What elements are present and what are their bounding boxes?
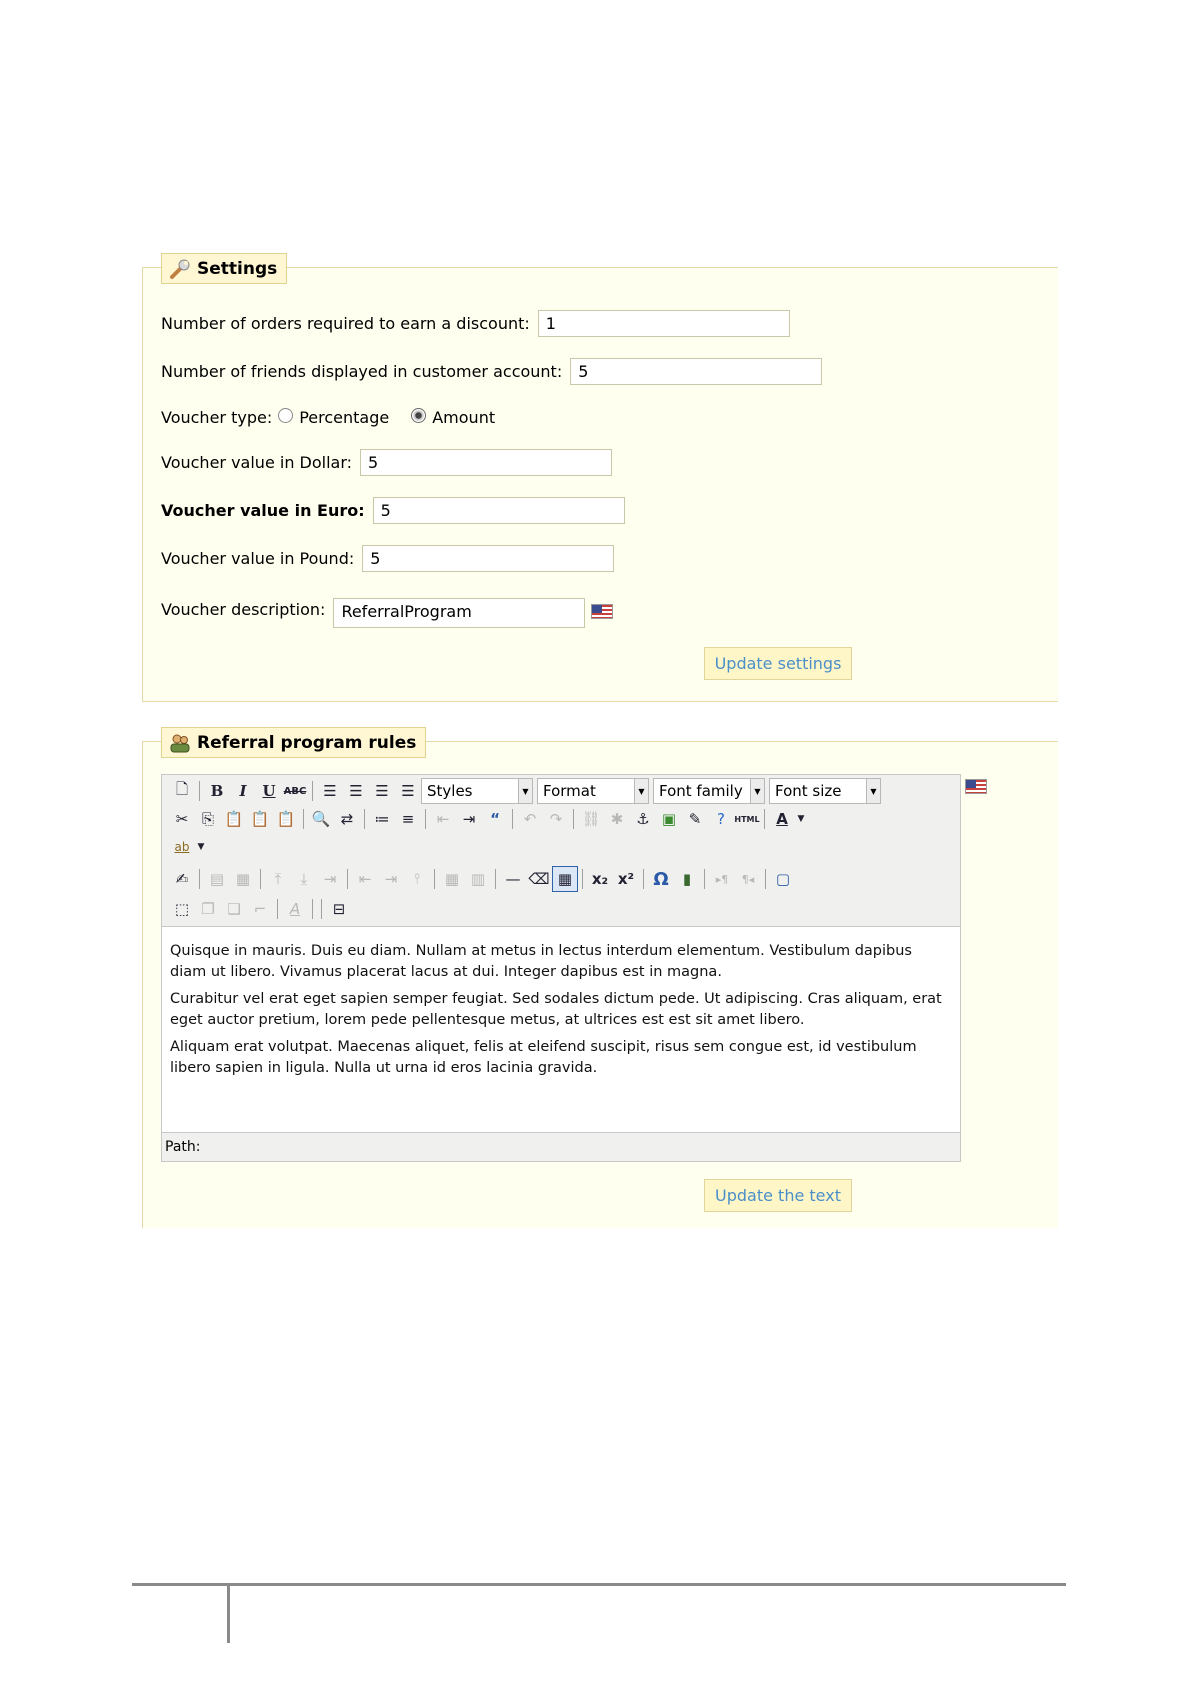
row-before-icon[interactable]: ⤒ — [274, 870, 282, 888]
voucher-type-row — [161, 408, 495, 427]
rules-legend — [161, 727, 426, 758]
us-flag-icon[interactable] — [591, 604, 613, 619]
update-settings-button[interactable]: Update settings — [704, 647, 852, 680]
font-family-select[interactable]: Font family ▼ — [653, 778, 765, 804]
friends-row — [161, 358, 822, 385]
link-icon[interactable]: ⛓ — [581, 810, 601, 828]
text-color-icon[interactable]: A — [776, 810, 788, 828]
edit-css-icon[interactable]: ✍ — [175, 870, 189, 888]
blockquote-icon[interactable]: “ — [490, 810, 500, 828]
numbered-list-icon[interactable]: ≡ — [401, 810, 415, 828]
italic-icon[interactable]: I — [239, 782, 247, 800]
highlight-color-icon[interactable]: ab — [174, 840, 190, 854]
undo-icon[interactable]: ↶ — [523, 810, 537, 828]
outdent-icon[interactable]: ⇤ — [436, 810, 450, 828]
row-after-icon[interactable]: ⤓ — [300, 870, 308, 888]
delete-row-icon[interactable]: ⇥ — [323, 870, 337, 888]
indent-icon[interactable]: ⇥ — [462, 810, 476, 828]
euro-row — [161, 497, 625, 524]
table-props-icon[interactable]: ▤ — [209, 870, 225, 888]
friends-input[interactable]: 5 — [570, 358, 822, 385]
paste-icon[interactable]: 📋 — [224, 810, 244, 828]
rules-panel — [142, 732, 1058, 1228]
editor-toolbar — [162, 775, 960, 927]
find-icon[interactable]: 🔍 — [311, 810, 331, 828]
pound-row — [161, 545, 614, 572]
delete-col-icon[interactable]: ⫯ — [413, 870, 421, 888]
subscript-icon[interactable]: x₂ — [591, 870, 609, 888]
paragraph: Curabitur vel erat eget sapien semper feugiat. Sed sodales dictum pede. Ut adipiscing. Cras aliquam, erat eget auctor pretium, lorem pede pellentesque metus, at ultrices est est sit amet libero. — [170, 991, 942, 1028]
percentage-label[interactable]: Percentage — [299, 408, 390, 427]
cut-icon[interactable]: ✂ — [175, 810, 189, 828]
euro-input[interactable]: 5 — [373, 497, 625, 524]
orders-row — [161, 310, 790, 337]
paste-text-icon[interactable]: 📋 — [250, 810, 270, 828]
paste-word-icon[interactable]: 📋 — [276, 810, 296, 828]
chevron-down-icon: ▼ — [634, 779, 648, 803]
align-justify-icon[interactable]: ☰ — [401, 782, 415, 800]
chevron-down-icon[interactable]: ▼ — [797, 814, 805, 824]
strikethrough-icon[interactable]: ABC — [283, 785, 307, 797]
special-char-icon[interactable]: Ω — [653, 868, 669, 890]
cell-props-icon[interactable]: ▦ — [235, 870, 251, 888]
unlink-icon[interactable]: ✱ — [610, 810, 624, 828]
euro-label: Voucher value in Euro: — [161, 501, 365, 520]
orders-label: Number of orders required to earn a discount: — [161, 314, 530, 333]
insert-layer-icon[interactable]: ⬚ — [174, 900, 190, 918]
paragraph: Aliquam erat volutpat. Maecenas aliquet, felis at eleifend suscipit, risus sem congue est, id vestibulum libero sapien in ligula. Nulla ut urna id eros lacinia gravida. — [170, 1039, 917, 1076]
bold-icon[interactable]: B — [210, 782, 224, 800]
chevron-down-icon: ▼ — [518, 779, 532, 803]
image-icon[interactable]: ▣ — [661, 810, 677, 828]
align-center-icon[interactable]: ☰ — [349, 782, 363, 800]
voucher-type-label: Voucher type: — [161, 408, 273, 427]
absolute-icon[interactable]: ⌐ — [253, 900, 267, 918]
styles-select[interactable]: Styles ▼ — [421, 778, 533, 804]
split-cells-icon[interactable]: ▦ — [444, 870, 460, 888]
amount-radio[interactable] — [411, 408, 426, 423]
align-right-icon[interactable]: ☰ — [375, 782, 389, 800]
copy-icon[interactable]: ⎘ — [201, 810, 214, 828]
editor-path-bar — [162, 1132, 960, 1161]
dollar-label: Voucher value in Dollar: — [161, 453, 353, 472]
move-forward-icon[interactable]: ❐ — [201, 900, 215, 918]
percentage-radio[interactable] — [278, 408, 293, 423]
dollar-row — [161, 449, 612, 476]
html-icon[interactable]: HTML — [734, 814, 760, 824]
editor-content[interactable] — [162, 927, 960, 1131]
bullet-list-icon[interactable]: ≔ — [374, 810, 390, 828]
style-props-icon[interactable]: A — [289, 900, 301, 918]
replace-icon[interactable]: ⇄ — [340, 810, 354, 828]
update-text-button[interactable]: Update the text — [704, 1179, 852, 1212]
remove-format-icon[interactable]: ⌫ — [528, 870, 550, 888]
settings-legend — [161, 253, 287, 284]
pound-input[interactable]: 5 — [362, 545, 614, 572]
new-document-icon[interactable]: 🗋 — [175, 779, 189, 798]
orders-input[interactable]: 1 — [538, 310, 790, 337]
amount-label[interactable]: Amount — [432, 408, 496, 427]
align-left-icon[interactable]: ☰ — [323, 782, 337, 800]
settings-title: Settings — [197, 258, 278, 279]
media-icon[interactable]: ▮ — [682, 870, 692, 888]
friends-label: Number of friends displayed in customer account: — [161, 362, 563, 381]
footer-vertical-divider — [227, 1585, 230, 1643]
col-after-icon[interactable]: ⇥ — [384, 870, 398, 888]
help-icon[interactable]: ? — [717, 810, 725, 828]
wrench-icon — [169, 258, 191, 280]
us-flag-icon[interactable] — [965, 779, 987, 794]
font-size-select[interactable]: Font size ▼ — [769, 778, 881, 804]
superscript-icon[interactable]: x² — [617, 870, 635, 888]
visual-aid-icon[interactable]: ▦ — [552, 866, 578, 892]
pound-label: Voucher value in Pound: — [161, 549, 355, 568]
horizontal-rule-icon[interactable]: — — [505, 870, 521, 888]
redo-icon[interactable]: ↷ — [549, 810, 563, 828]
paragraph: Quisque in mauris. Duis eu diam. Nullam at metus in lectus interdum elementum. Vestibulum dapibus diam ut libero. Vivamus placerat lacus at dui. Integer dapibus est in magna. — [170, 943, 912, 980]
footer-divider — [132, 1583, 1066, 1586]
rules-title: Referral program rules — [197, 732, 417, 753]
description-label: Voucher description: — [161, 599, 326, 619]
rtl-icon[interactable]: ¶◂ — [741, 872, 755, 886]
people-icon — [169, 732, 191, 754]
move-backward-icon[interactable]: ❏ — [227, 900, 241, 918]
chevron-down-icon[interactable]: ▼ — [197, 842, 205, 852]
settings-panel — [142, 258, 1058, 702]
path-label: Path: — [165, 1139, 201, 1155]
col-before-icon[interactable]: ⇤ — [358, 870, 372, 888]
rich-text-editor — [161, 774, 961, 1162]
chevron-down-icon: ▼ — [750, 779, 764, 803]
ltr-icon[interactable]: ▸¶ — [715, 872, 729, 886]
fullscreen-icon[interactable]: ▢ — [775, 870, 791, 888]
chevron-down-icon: ▼ — [866, 779, 880, 803]
format-select[interactable]: Format ▼ — [537, 778, 649, 804]
page-break-icon[interactable]: ⊟ — [332, 900, 346, 918]
description-row — [161, 598, 613, 628]
merge-cells-icon[interactable]: ▥ — [470, 870, 486, 888]
anchor-icon[interactable]: ⚓ — [636, 810, 650, 828]
dollar-input[interactable]: 5 — [360, 449, 612, 476]
underline-icon[interactable]: U — [262, 782, 276, 800]
description-input[interactable]: ReferralProgram — [333, 598, 585, 628]
cleanup-icon[interactable]: ✎ — [688, 810, 702, 828]
